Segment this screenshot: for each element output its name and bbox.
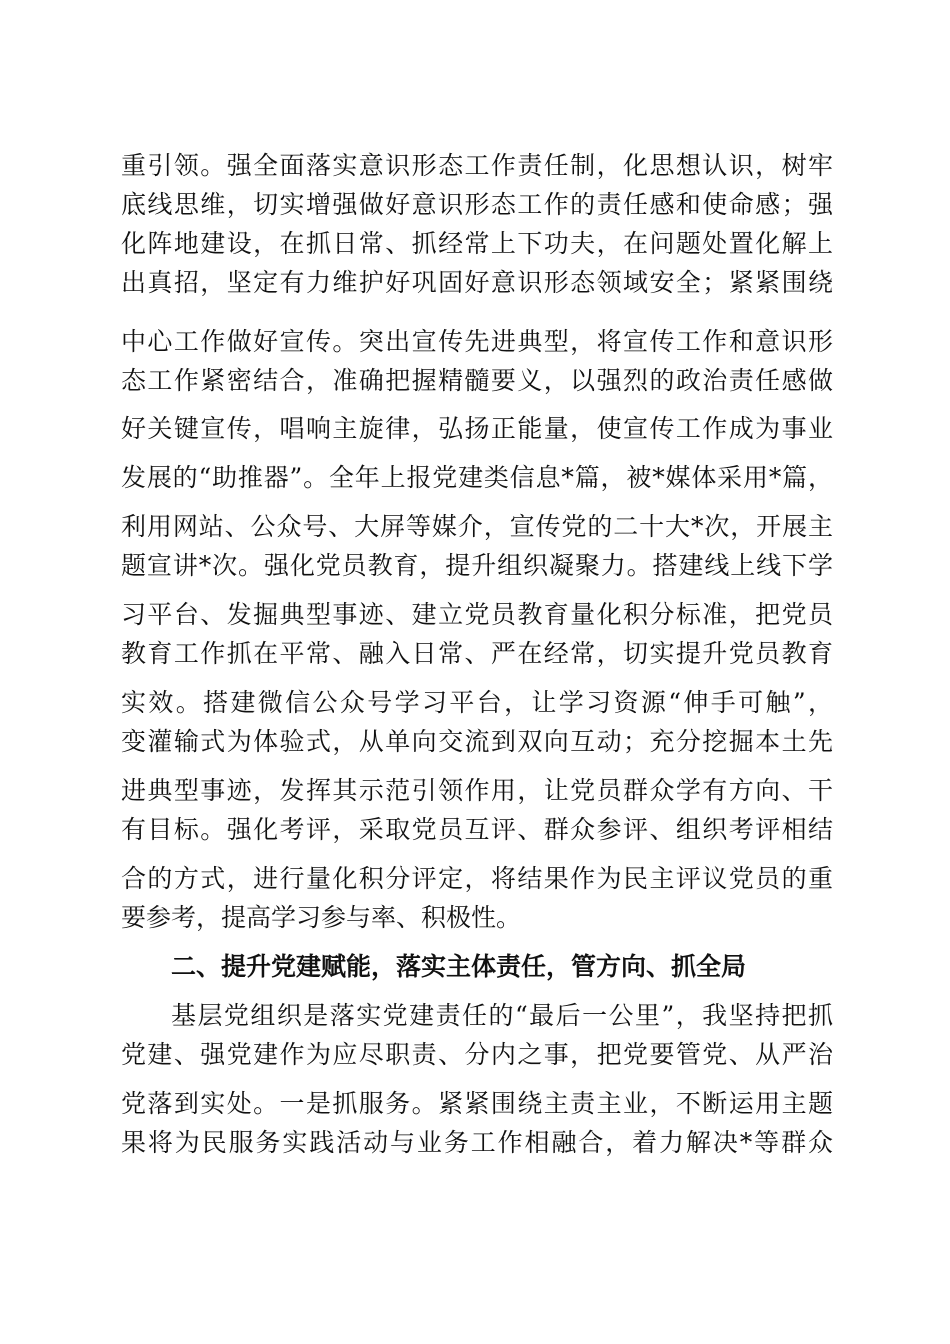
paragraph-line: 党落到实处。一是抓服务。紧紧围绕主责主业，不断运用主题 [121,1089,833,1118]
paragraph-line: 习平台、发掘典型事迹、建立党员教育量化积分标准，把党员 [121,600,833,629]
paragraph-line: 利用网站、公众号、大屏等媒介，宣传党的二十大*次，开展主 [121,512,833,541]
paragraph-line: 题宣讲*次。强化党员教育，提升组织凝聚力。搭建线上线下学 [121,551,833,580]
paragraph-line: 党建、强党建作为应尽职责、分内之事，把党要管党、从严治 [121,1040,833,1069]
paragraph-first-line: 基层党组织是落实党建责任的“最后一公里”，我坚持把抓 [171,1001,833,1030]
paragraph-line: 教育工作抓在平常、融入日常、严在经常，切实提升党员教育 [121,639,833,668]
paragraph-line: 有目标。强化考评，采取党员互评、群众参评、组织考评相结 [121,815,833,844]
paragraph-line: 发展的“助推器”。全年上报党建类信息*篇，被*媒体采用*篇， [121,463,833,492]
paragraph-line: 实效。搭建微信公众号学习平台，让学习资源“伸手可触”， [121,688,833,717]
paragraph-line: 变灌输式为体验式，从单向交流到双向互动；充分挖掘本土先 [121,727,833,756]
paragraph-line: 态工作紧密结合，准确把握精髓要义，以强烈的政治责任感做 [121,366,833,395]
paragraph-line: 进典型事迹，发挥其示范引领作用，让党员群众学有方向、干 [121,776,833,805]
paragraph-line: 重引领。强全面落实意识形态工作责任制，化思想认识，树牢 [121,151,833,180]
paragraph-line: 出真招，坚定有力维护好巩固好意识形态领域安全；紧紧围绕 [121,268,833,297]
section-heading: 二、提升党建赋能，落实主体责任，管方向、抓全局 [171,952,747,981]
paragraph-line: 合的方式，进行量化积分评定，将结果作为民主评议党员的重 [121,864,833,893]
paragraph-line: 化阵地建设，在抓日常、抓经常上下功夫，在问题处置化解上 [121,229,833,258]
paragraph-line: 要参考，提高学习参与率、积极性。 [121,903,522,932]
paragraph-line: 底线思维，切实增强做好意识形态工作的责任感和使命感；强 [121,190,833,219]
paragraph-line: 果将为民服务实践活动与业务工作相融合，着力解决*等群众 [121,1128,833,1157]
paragraph-line: 中心工作做好宣传。突出宣传先进典型，将宣传工作和意识形 [121,327,833,356]
paragraph-line: 好关键宣传，唱响主旋律，弘扬正能量，使宣传工作成为事业 [121,414,833,443]
